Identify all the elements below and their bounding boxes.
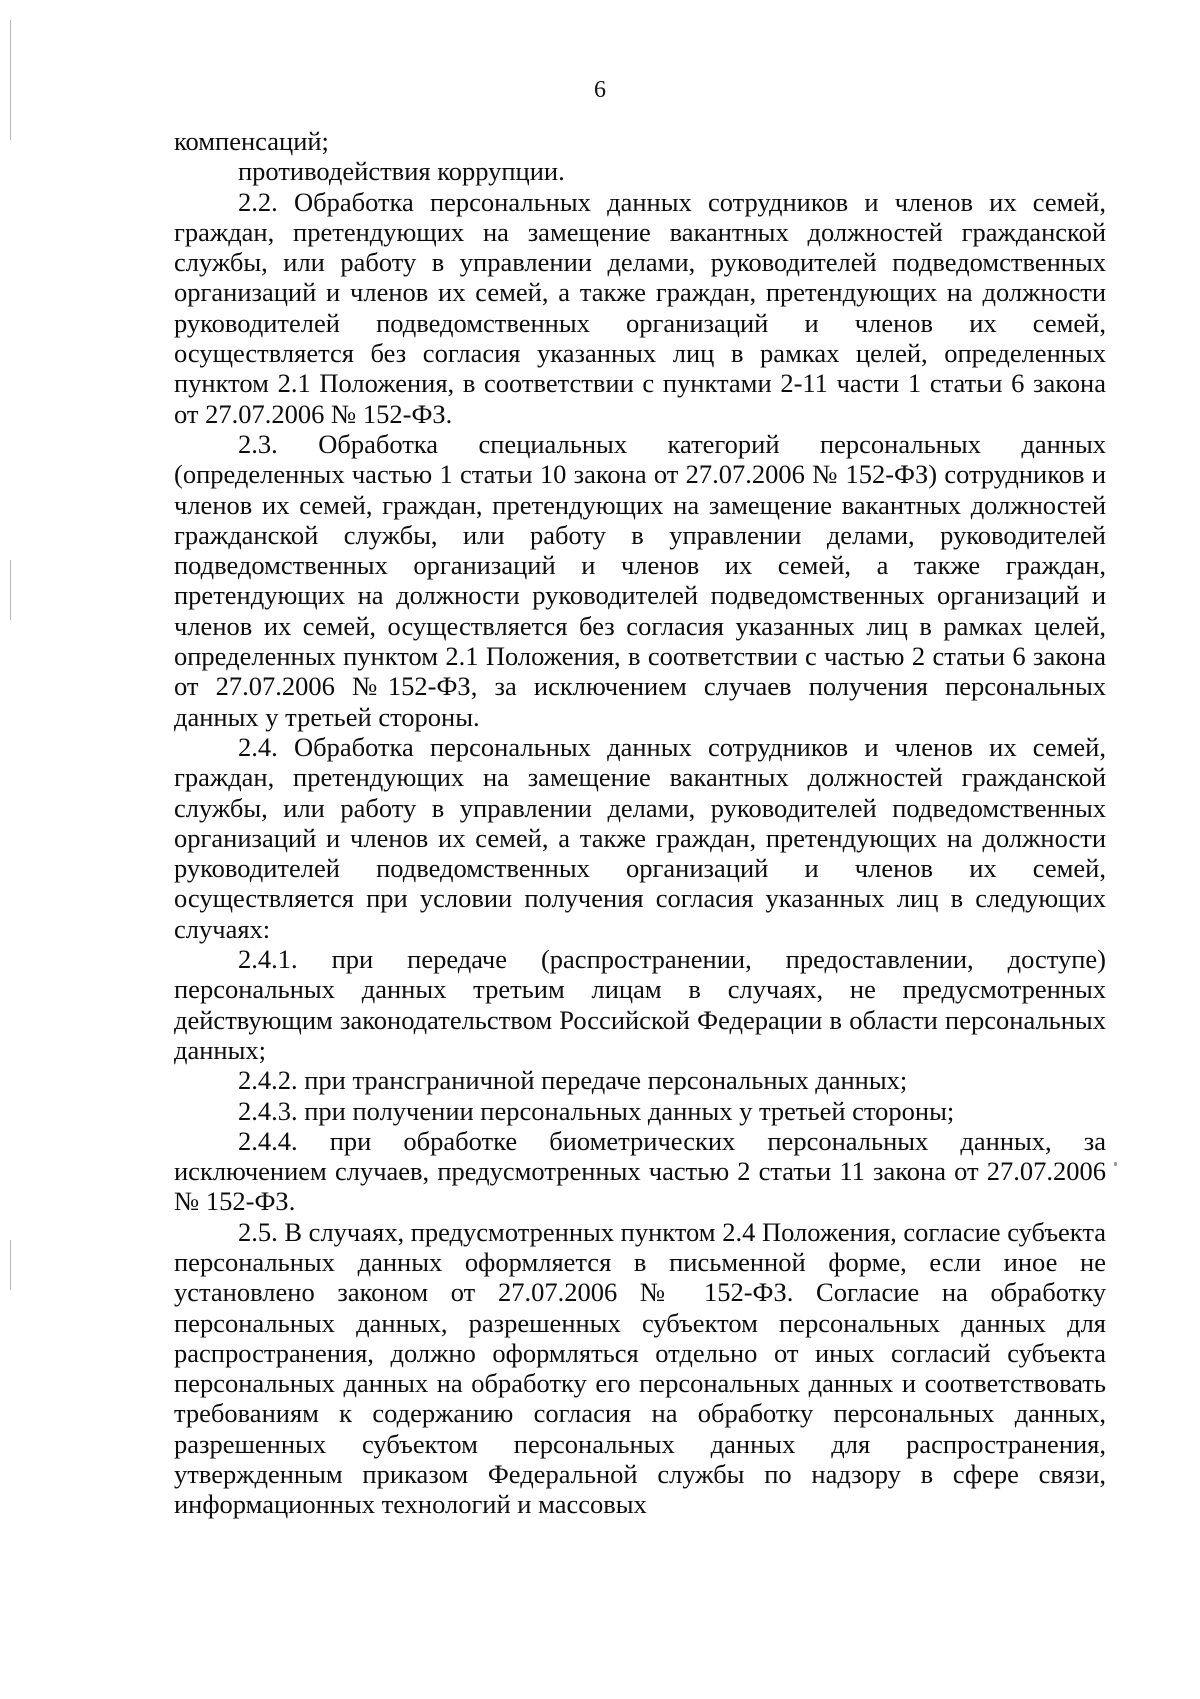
paragraph: противодействия коррупции. — [238, 156, 565, 187]
paragraph: 2.3. Обработка специальных категорий персональных данных (определенных частью 1 статьи 10 закона от 27.07.2006 № 152-ФЗ) сотрудников и членов их семей, граждан, претендующих на замещение вакантных должностей гражданской службы, или работу в управлении делами, руководителей подведомственных организаций и членов их семей, а также граждан, претендующих на должности руководителей подведомственных организаций и членов их семей, осуществляется без согласия указанных лиц в рамках целей, определенных пунктом 2.1 Положения, в соответствии с частью 2 статьи 6 закона от 27.07.2006 №152-ФЗ, за исключением случаев получения персональных данных у третьей стороны. — [174, 428, 1106, 732]
paragraph: 2.4.3. при получении персональных данных у третьей стороны; — [238, 1095, 955, 1126]
scan-margin-mark — [10, 560, 11, 620]
paragraph: 2.4.4. при обработке биометрических персональных данных, за исключением случаев, предусмотренных частью 2 статьи 11 закона от 27.07.2006 № 152-ФЗ. — [174, 1125, 1106, 1217]
paragraph: 2.5. В случаях, предусмотренных пунктом 2.4 Положения, согласие субъекта персональных данных оформляется в письменной форме, если иное не установлено законом от 27.07.2006 № 152-ФЗ. Согласие на обработку персональных данных, разрешенных субъектом персональных данных для распространения, должно оформляться отдельно от иных согласий субъекта персональных данных на обработку его персональных данных и соответствовать требованиям к содержанию согласия на обработку персональных данных, разрешенных субъектом персональных данных для распространения, утвержденным приказом Федеральной службы по надзору в сфере связи, информационных технологий и массовых — [174, 1216, 1106, 1520]
paragraph: компенсаций; — [174, 126, 329, 156]
paragraph: 2.4.2. при трансграничной передаче персональных данных; — [238, 1065, 908, 1096]
paragraph: 2.4.1. при передаче (распространении, предоставлении, доступе) персональных данных третьим лицам в случаях, не предусмотренных действующим законодательством Российской Федерации в области персональных данных; — [174, 944, 1106, 1065]
paragraph: 2.4. Обработка персональных данных сотрудников и членов их семей, граждан, претендующих на замещение вакантных должностей гражданской службы, или работу в управлении делами, руководителей подведомственных организаций и членов их семей, а также граждан, претендующих на должности руководителей подведомственных организаций и членов их семей, осуществляется при условии получения согласия указанных лиц в следующих случаях: — [174, 731, 1106, 944]
page-number: 6 — [594, 77, 606, 103]
document-body — [174, 126, 1106, 1520]
scan-margin-mark — [10, 1240, 11, 1290]
paragraph: 2.2. Обработка персональных данных сотрудников и членов их семей, граждан, претендующих на замещение вакантных должностей гражданской службы, или работу в управлении делами, руководителей подведомственных организаций и членов их семей, а также граждан, претендующих на должности руководителей подведомственных организаций и членов их семей, осуществляется без согласия указанных лиц в рамках целей, определенных пунктом 2.1 Положения, в соответствии с пунктами 2-11 части 1 статьи 6 закона от 27.07.2006 № 152-ФЗ. — [174, 186, 1106, 429]
scan-speck — [1114, 1162, 1117, 1166]
